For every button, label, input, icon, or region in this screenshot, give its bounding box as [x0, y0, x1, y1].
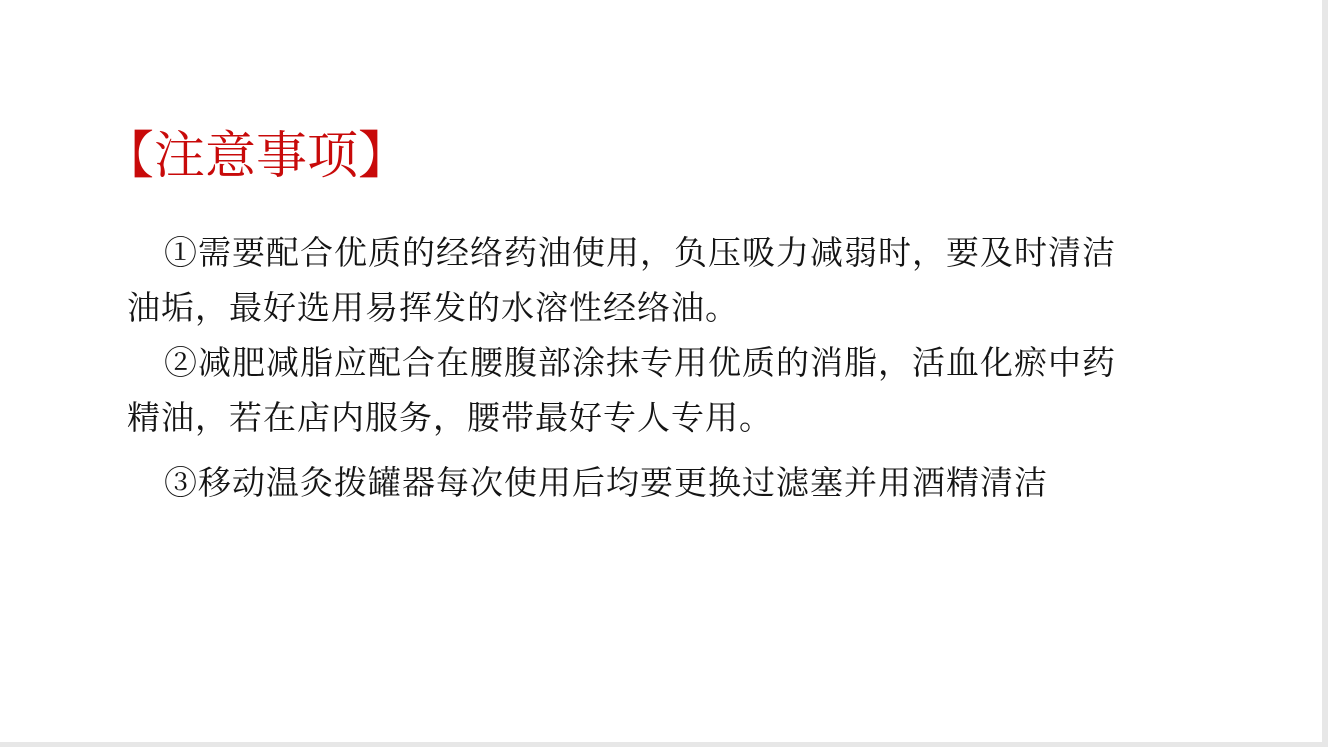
body-text-line: 精油，若在店内服务，腰带最好专人专用。: [127, 401, 773, 437]
slide-title: 【注意事项】: [103, 129, 410, 185]
viewport-edge-bottom: [0, 742, 1328, 747]
slide-body-text: [127, 227, 1207, 512]
body-text-line: ③移动温灸拨罐器每次使用后均要更换过滤塞并用酒精清洁: [164, 466, 1048, 502]
viewport-edge-right: [1322, 0, 1328, 747]
body-text-line: ①需要配合优质的经络药油使用，负压吸力减弱时，要及时清洁: [164, 236, 1116, 272]
body-text-line: ②减肥减脂应配合在腰腹部涂抹专用优质的消脂，活血化瘀中药: [164, 346, 1116, 382]
body-text-line: 油垢，最好选用易挥发的水溶性经络油。: [127, 291, 739, 327]
